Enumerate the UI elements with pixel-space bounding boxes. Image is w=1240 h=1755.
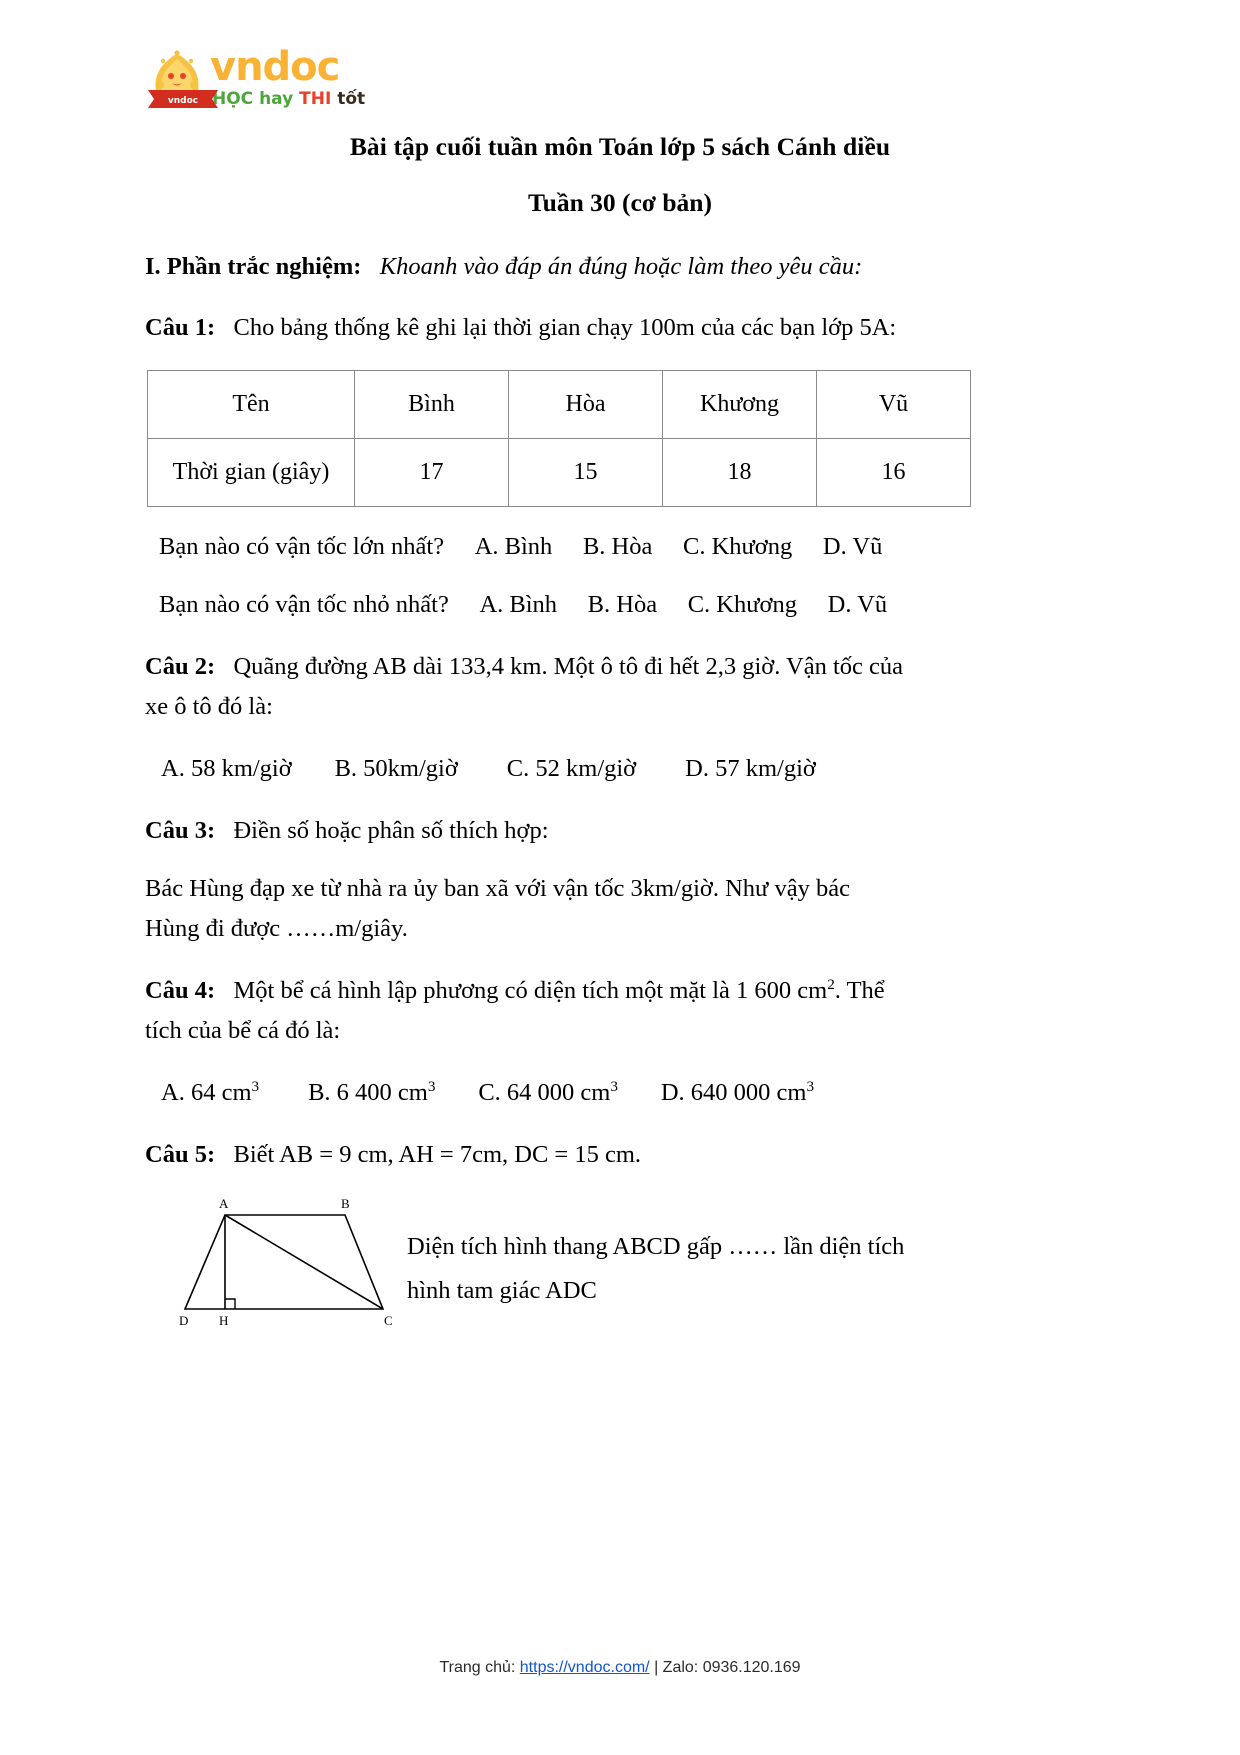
table-cell-time-3: 16	[817, 439, 971, 507]
q1-max-option-c[interactable]: C. Khương	[682, 533, 793, 560]
q2-option-d[interactable]: D. 57 km/giờ	[685, 755, 816, 782]
q4-option-b[interactable]	[308, 1075, 435, 1111]
q4-option-c[interactable]	[478, 1075, 618, 1111]
footer-prefix: Trang chủ:	[439, 1659, 520, 1676]
label-vertex-c: C	[384, 1313, 393, 1328]
q4-option-c-sup: 3	[610, 1077, 618, 1095]
table-cell-name-0: Bình	[355, 371, 509, 439]
table-cell-name-1: Hòa	[509, 371, 663, 439]
table-header-name: Tên	[148, 371, 355, 439]
footer-suffix: | Zalo: 0936.120.169	[649, 1659, 801, 1676]
q1-min-option-a[interactable]: A. Bình	[479, 591, 558, 618]
question-5-body-line2: hình tam giác ADC	[407, 1277, 597, 1304]
question-4-options	[145, 1049, 1095, 1111]
q4-option-d[interactable]	[661, 1075, 814, 1111]
q2-option-b[interactable]: B. 50km/giờ	[334, 755, 458, 782]
q4-option-b-text: B. 6 400 cm	[308, 1079, 428, 1106]
question-4-line	[145, 947, 1095, 1009]
q4-option-d-sup: 3	[806, 1077, 815, 1095]
stats-table	[147, 370, 971, 507]
q1-min-option-d[interactable]: D. Vũ	[827, 591, 888, 618]
question-1-min-prompt: Bạn nào có vận tốc nhỏ nhất?	[159, 591, 449, 618]
question-3-label: Câu 3:	[145, 817, 216, 844]
q1-min-option-b[interactable]: B. Hòa	[587, 591, 658, 618]
table-header-time: Thời gian (giây)	[148, 439, 355, 507]
table-row-names	[148, 371, 971, 439]
question-5-figure-block	[145, 1197, 1095, 1347]
question-1-text: Cho bảng thống kê ghi lại thời gian chạy 100m của các bạn lớp 5A:	[233, 314, 897, 341]
logo-tagline	[212, 89, 365, 109]
q4-option-b-sup: 3	[427, 1077, 436, 1095]
page-subtitle: Tuần 30 (cơ bản)	[528, 188, 712, 217]
q4-option-a[interactable]	[161, 1075, 259, 1111]
question-4-text-b: . Thể	[834, 977, 885, 1004]
table-cell-time-1: 15	[509, 439, 663, 507]
question-3-line	[145, 787, 1095, 849]
section-label: I. Phần trắc nghiệm:	[145, 253, 362, 280]
q4-option-d-text: D. 640 000 cm	[660, 1079, 807, 1106]
question-2-line	[145, 623, 1095, 685]
label-vertex-h: H	[219, 1313, 229, 1328]
trapezoid-diagram	[173, 1197, 403, 1347]
q4-option-a-sup: 3	[251, 1077, 260, 1095]
question-2-text-line1: Quãng đường AB dài 133,4 km. Một ô tô đi hết 2,3 giờ. Vận tốc của	[233, 653, 904, 680]
q1-min-option-c[interactable]: C. Khương	[687, 591, 797, 618]
logo-tagline-part1: HỌC hay	[212, 89, 294, 109]
footer-link[interactable]: https://vndoc.com/	[519, 1659, 650, 1676]
question-4-text-line2: tích của bể cá đó là:	[145, 1017, 341, 1044]
table-row-times	[148, 439, 971, 507]
table-cell-name-2: Khương	[663, 371, 817, 439]
label-vertex-d: D	[179, 1313, 189, 1328]
logo-ribbon-badge	[146, 86, 220, 112]
question-2-label: Câu 2:	[145, 653, 216, 680]
question-2-text-line2: xe ô tô đó là:	[145, 693, 273, 720]
q4-option-c-text: C. 64 000 cm	[478, 1079, 611, 1106]
q2-option-c[interactable]: C. 52 km/giờ	[506, 755, 637, 782]
question-3-body-line2: Hùng đi được ……m/giây.	[145, 915, 408, 942]
question-1-max-row	[145, 507, 1095, 565]
question-5-body-line1: Diện tích hình thang ABCD gấp …… lần diện tích	[407, 1233, 905, 1260]
section-instruction: Khoanh vào đáp án đúng hoặc làm theo yêu cầu:	[379, 253, 863, 280]
logo-tagline-part2: THI	[299, 89, 332, 109]
page-title: Bài tập cuối tuần môn Toán lớp 5 sách Cánh diều	[349, 132, 891, 161]
question-4-label: Câu 4:	[145, 977, 216, 1004]
question-1-min-row	[145, 565, 1095, 623]
table-cell-name-3: Vũ	[817, 371, 971, 439]
question-1-max-prompt: Bạn nào có vận tốc lớn nhất?	[159, 533, 445, 560]
q1-max-option-b[interactable]: B. Hòa	[582, 533, 653, 560]
vndoc-logo	[148, 44, 448, 114]
svg-text:vndoc: vndoc	[167, 96, 199, 106]
logo-tagline-part3: tốt	[337, 89, 366, 109]
question-3-text: Điền số hoặc phân số thích hợp:	[233, 817, 549, 844]
question-4-sup: 2	[827, 975, 835, 993]
question-5-line	[145, 1111, 1095, 1173]
section-heading	[145, 220, 1095, 284]
question-2-options	[145, 725, 1095, 787]
table-cell-time-2: 18	[663, 439, 817, 507]
question-5-text: Biết AB = 9 cm, AH = 7cm, DC = 15 cm.	[233, 1141, 642, 1168]
question-1-label: Câu 1:	[145, 314, 216, 341]
q2-option-a[interactable]: A. 58 km/giờ	[161, 755, 292, 782]
table-cell-time-0: 17	[355, 439, 509, 507]
page-footer	[0, 1659, 1240, 1677]
question-3-body-line1: Bác Hùng đạp xe từ nhà ra ủy ban xã với vận tốc 3km/giờ. Như vậy bác	[145, 875, 850, 902]
q1-max-option-d[interactable]: D. Vũ	[822, 533, 883, 560]
logo-wordmark: vndoc	[210, 44, 340, 90]
q4-option-a-text: A. 64 cm	[161, 1079, 252, 1106]
question-4-text-a: Một bể cá hình lập phương có diện tích một mặt là 1 600 cm	[233, 977, 828, 1004]
question-5-body	[407, 1225, 1017, 1313]
label-vertex-a: A	[219, 1197, 229, 1211]
question-1-line	[145, 284, 1095, 346]
label-vertex-b: B	[341, 1197, 350, 1211]
question-5-label: Câu 5:	[145, 1141, 216, 1168]
q1-max-option-a[interactable]: A. Bình	[474, 533, 553, 560]
